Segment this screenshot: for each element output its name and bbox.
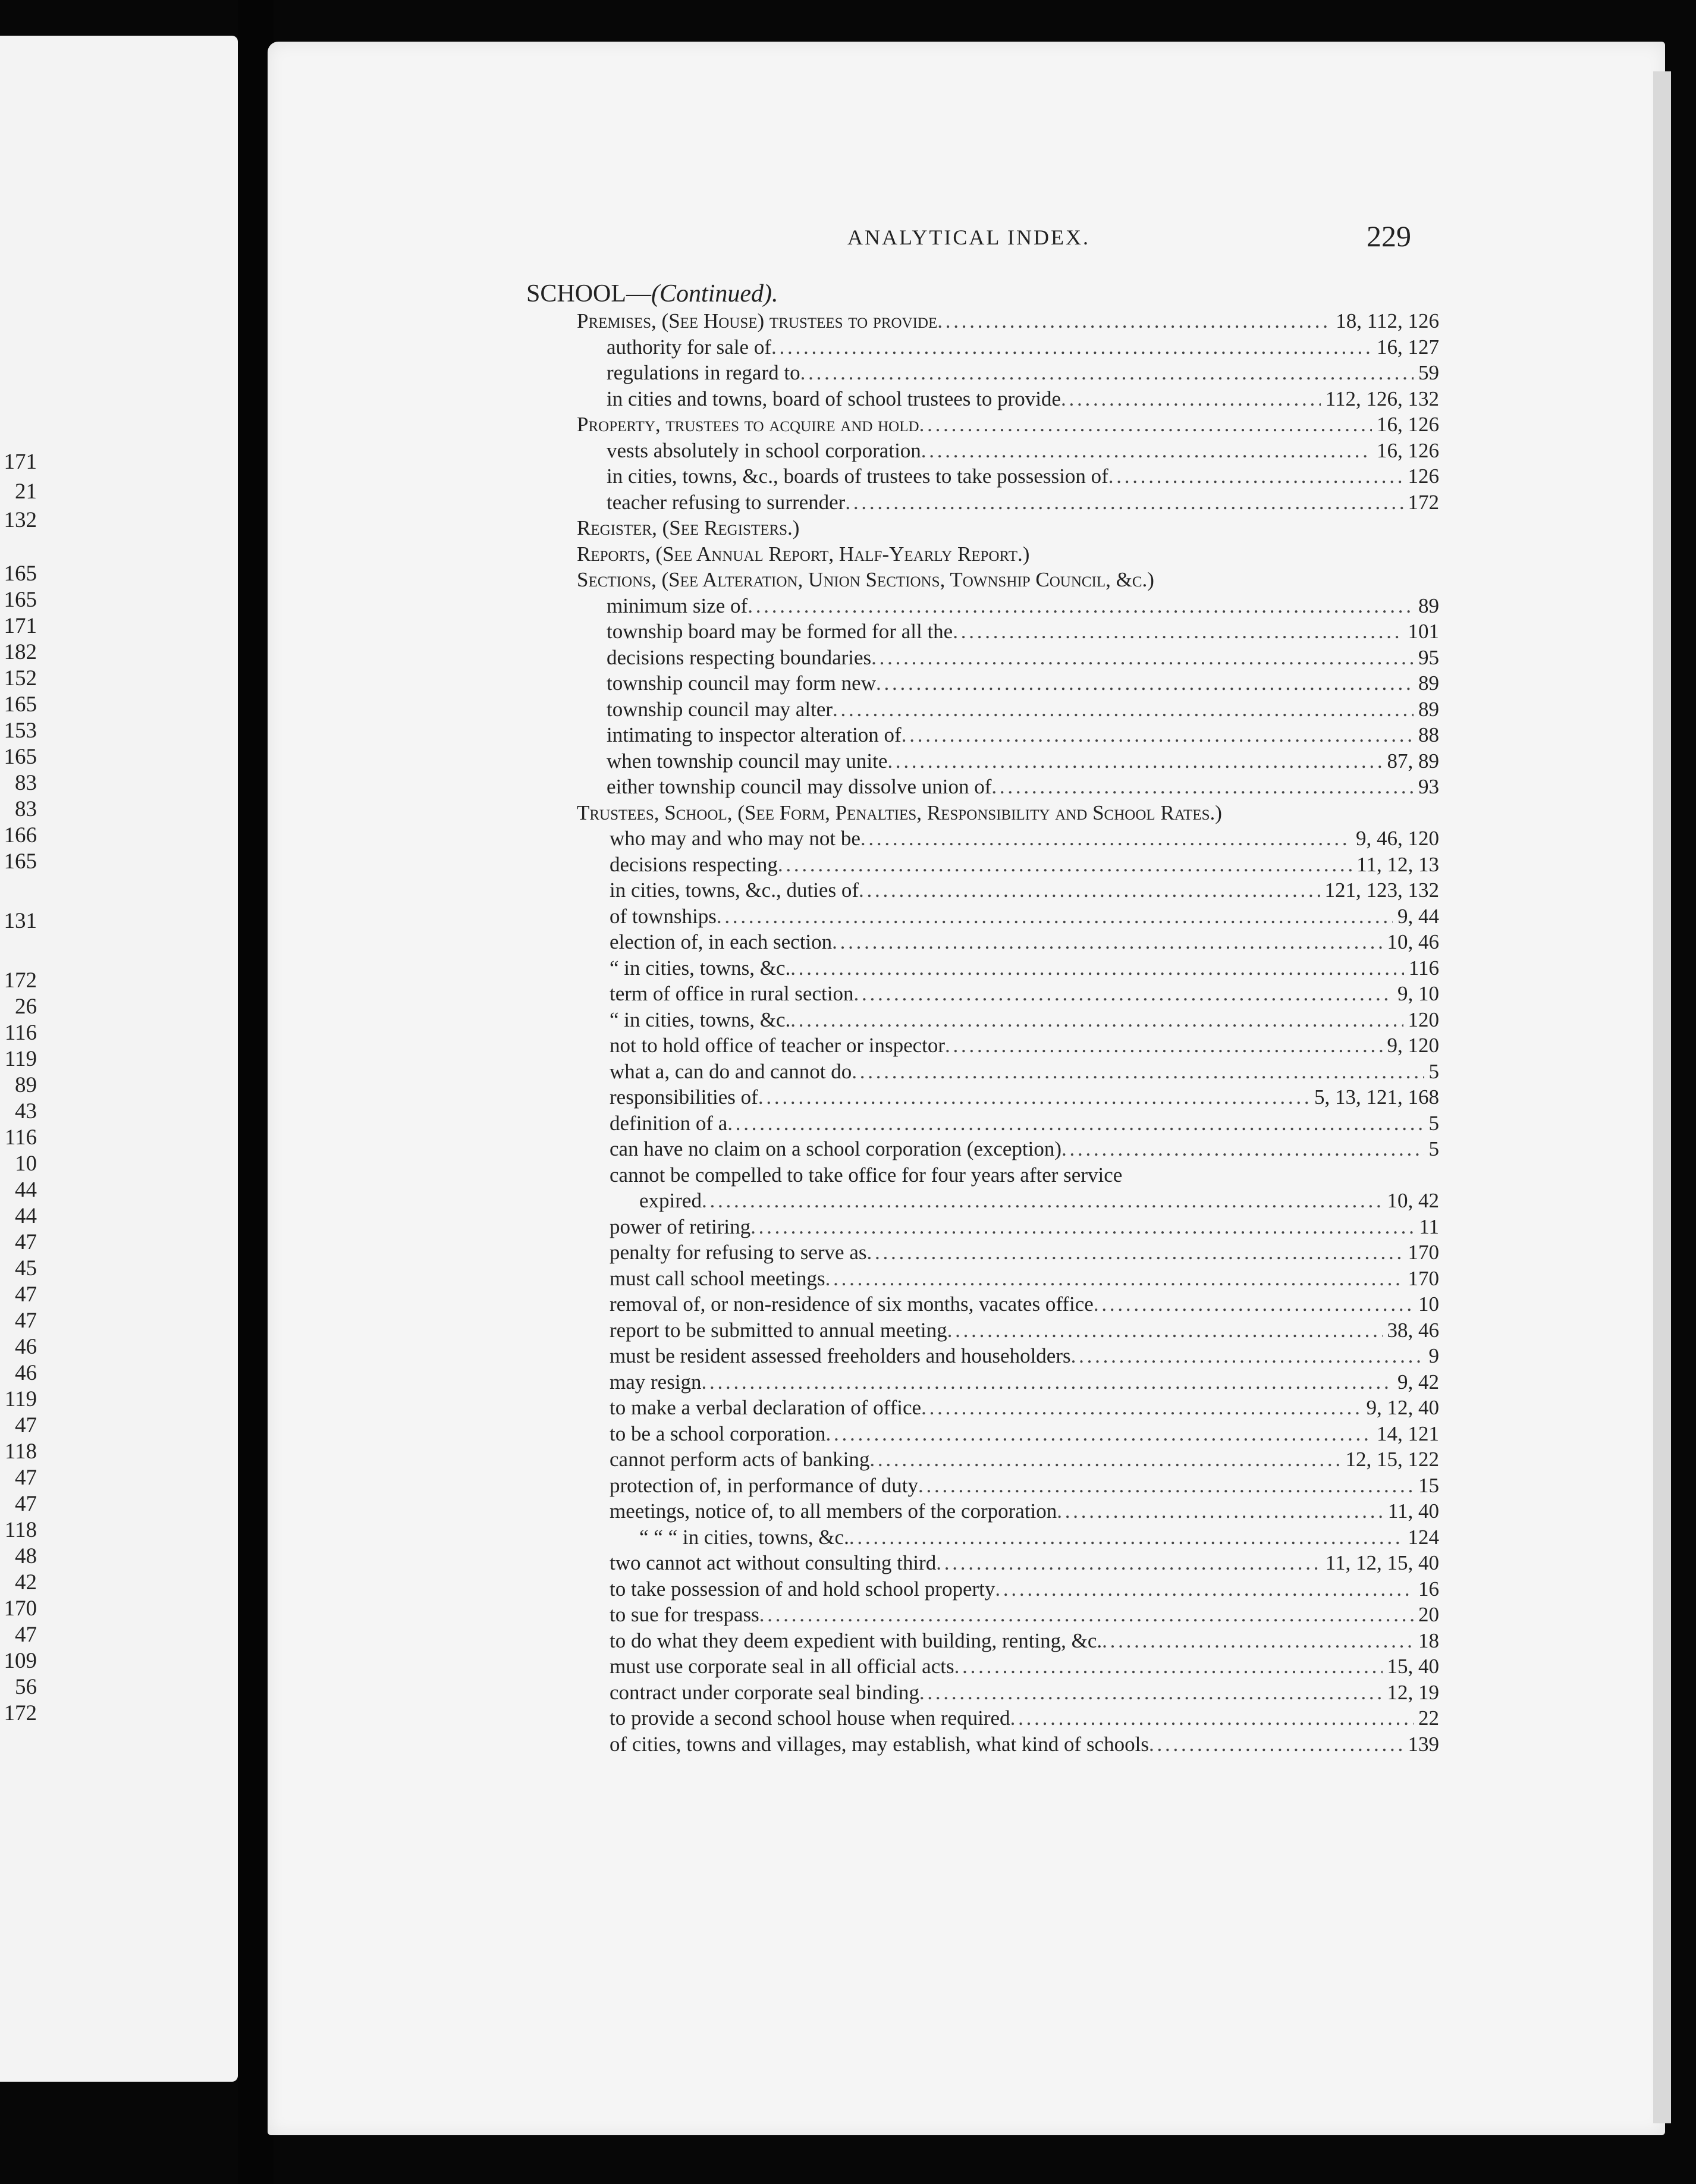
index-entry <box>610 1421 1439 1447</box>
entry-text: cannot perform acts of banking <box>610 1448 870 1471</box>
left-page-number: 44 <box>15 1178 37 1202</box>
entry-text: of cities, towns and villages, may establish, what kind of schools <box>610 1732 1149 1756</box>
index-entry <box>610 877 1439 903</box>
page-reference: 16, 126 <box>1377 438 1439 462</box>
section-continued: (Continued). <box>651 280 778 307</box>
page-reference: 126 <box>1408 465 1439 488</box>
entry-text: to provide a second school house when required <box>610 1706 1010 1730</box>
dot-leader <box>771 334 1372 360</box>
index-entry <box>610 1731 1439 1758</box>
left-page-number: 171 <box>4 450 37 474</box>
index-entry <box>610 1498 1439 1524</box>
page-reference: 10, 42 <box>1387 1189 1439 1212</box>
index-entry <box>610 955 1439 981</box>
page-reference: 11 <box>1419 1215 1439 1238</box>
index-entry <box>610 1576 1439 1602</box>
index-entry <box>577 541 1439 567</box>
index-entry <box>610 1369 1439 1395</box>
entry-text: Sections, (See Alteration, Union Sections, Township Council, &c.) <box>577 568 1154 591</box>
index-entry <box>610 826 1439 852</box>
left-page-number: 47 <box>15 1492 37 1516</box>
page-reference: 16, 126 <box>1377 413 1439 436</box>
dot-leader <box>869 1446 1340 1473</box>
page-reference: 16, 127 <box>1377 335 1439 359</box>
entry-text: in cities and towns, board of school trustees to provide <box>607 387 1061 410</box>
page-reference: 9, 10 <box>1397 982 1439 1005</box>
entry-text: election of, in each section <box>610 930 833 953</box>
entry-text: township council may alter <box>607 697 833 721</box>
index-entry <box>607 619 1439 645</box>
page-reference: 12, 19 <box>1387 1680 1439 1704</box>
dot-leader <box>826 1421 1372 1447</box>
left-page-number: 109 <box>4 1649 37 1673</box>
index-entry <box>607 593 1439 619</box>
dot-leader <box>867 1240 1403 1266</box>
index-entry <box>610 1059 1439 1085</box>
left-page-number: 44 <box>15 1204 37 1228</box>
dot-leader <box>947 1317 1383 1344</box>
dot-leader <box>702 1369 1393 1395</box>
left-page-number: 119 <box>4 1047 37 1071</box>
dot-leader <box>845 489 1403 516</box>
entry-text: in cities, towns, &c., duties of <box>610 878 859 902</box>
entry-text: township council may form new <box>607 671 876 695</box>
entry-text: decisions respecting <box>610 852 778 876</box>
page-reference: 16 <box>1418 1577 1439 1601</box>
dot-leader <box>918 1473 1414 1499</box>
index-entry <box>610 1628 1439 1654</box>
left-page-number: 166 <box>4 823 37 848</box>
page-reference: 9, 42 <box>1397 1370 1439 1394</box>
index-entry <box>610 1162 1439 1188</box>
page-reference: 9, 12, 40 <box>1366 1396 1439 1419</box>
entry-text: definition of a <box>610 1111 728 1135</box>
dot-leader <box>921 438 1372 464</box>
entry-text: “ in cities, towns, &c. <box>610 956 791 980</box>
entry-text: to make a verbal declaration of office <box>610 1396 922 1419</box>
entry-text: contract under corporate seal binding <box>610 1680 919 1704</box>
index-entry <box>607 463 1439 489</box>
section-heading <box>526 280 778 308</box>
dot-leader <box>759 1602 1414 1628</box>
dot-leader <box>825 1266 1403 1292</box>
page-reference: 89 <box>1418 594 1439 617</box>
entry-text: expired <box>639 1189 702 1212</box>
dot-leader <box>936 1550 1321 1576</box>
entry-text: meetings, notice of, to all members of the corporation <box>610 1499 1057 1523</box>
page-reference: 9 <box>1428 1344 1439 1367</box>
entry-text: Reports, (See Annual Report, Half-Yearly Report.) <box>577 542 1030 566</box>
entry-text: teacher refusing to surrender <box>607 490 846 514</box>
index-entry <box>639 1188 1439 1214</box>
left-page-number: 46 <box>15 1335 37 1359</box>
dot-leader <box>727 1110 1424 1137</box>
dot-leader <box>945 1033 1382 1059</box>
dot-leader <box>1071 1343 1424 1369</box>
left-page-number: 116 <box>4 1021 37 1045</box>
index-entry <box>610 1214 1439 1240</box>
page-reference: 9, 120 <box>1387 1034 1439 1057</box>
dot-leader <box>790 955 1404 981</box>
index-entry <box>610 1602 1439 1628</box>
entry-text: vests absolutely in school corporation <box>607 438 921 462</box>
left-page-number: 83 <box>15 771 37 795</box>
left-page-number: 42 <box>15 1570 37 1595</box>
page-reference: 5, 13, 121, 168 <box>1314 1085 1439 1109</box>
entry-text: penalty for refusing to serve as <box>610 1241 867 1264</box>
entry-text: report to be submitted to annual meeting <box>610 1318 947 1342</box>
left-page-number: 172 <box>4 968 37 993</box>
dot-leader <box>853 981 1393 1007</box>
index-entry <box>577 800 1439 826</box>
left-page-number: 48 <box>15 1544 37 1568</box>
left-page-number: 165 <box>4 588 37 612</box>
page-reference: 20 <box>1418 1603 1439 1626</box>
dot-leader <box>1108 463 1403 489</box>
index-entry <box>577 515 1439 541</box>
page-reference: 170 <box>1408 1241 1439 1264</box>
page-reference: 22 <box>1418 1706 1439 1730</box>
page-reference: 38, 46 <box>1387 1318 1439 1342</box>
entry-text: regulations in regard to <box>607 361 800 384</box>
index-entry <box>610 1705 1439 1731</box>
left-page-number: 47 <box>15 1413 37 1438</box>
running-header: ANALYTICAL INDEX. <box>847 225 1090 249</box>
entry-text: removal of, or non-residence of six months, vacates office <box>610 1292 1094 1316</box>
page-reference: 10, 46 <box>1387 930 1439 953</box>
left-page-number: 47 <box>15 1466 37 1490</box>
entry-text: either township council may dissolve union of <box>607 775 992 798</box>
page-reference: 15 <box>1418 1473 1439 1497</box>
index-entry <box>607 438 1439 464</box>
dot-leader <box>778 852 1352 878</box>
dot-leader <box>717 903 1393 930</box>
page-reference: 89 <box>1418 671 1439 695</box>
dot-leader <box>860 826 1351 852</box>
left-page-number: 153 <box>4 718 37 743</box>
dot-leader <box>750 1214 1414 1240</box>
index-entry <box>610 1473 1439 1499</box>
section-heading-text: SCHOOL— <box>526 280 652 307</box>
entry-text: must call school meetings <box>610 1266 825 1290</box>
dot-leader <box>954 1653 1383 1680</box>
index-entry <box>610 1110 1439 1137</box>
dot-leader <box>1094 1291 1414 1317</box>
entry-text: township board may be formed for all the <box>607 620 953 643</box>
dot-leader <box>1057 1498 1383 1524</box>
dot-leader <box>1010 1705 1414 1731</box>
index-entry <box>610 1550 1439 1576</box>
index-entry <box>610 1653 1439 1680</box>
entry-text: in cities, towns, &c., boards of trustees to take possession of <box>607 465 1108 488</box>
entry-text: can have no claim on a school corporation (exception) <box>610 1137 1061 1160</box>
entry-text: cannot be compelled to take office for four years after service <box>610 1163 1123 1187</box>
index-entry <box>607 360 1439 386</box>
index-entry <box>607 386 1439 412</box>
page-reference: 95 <box>1418 645 1439 669</box>
left-page-number: 26 <box>15 994 37 1019</box>
index-entry <box>610 1266 1439 1292</box>
dot-leader <box>758 1084 1309 1110</box>
page-reference: 10 <box>1418 1292 1439 1316</box>
entry-text: what a, can do and cannot do <box>610 1059 852 1083</box>
index-entry <box>577 567 1439 593</box>
page-reference: 87, 89 <box>1387 749 1439 773</box>
page-reference: 9, 46, 120 <box>1356 827 1439 850</box>
left-page-number: 118 <box>4 1518 37 1542</box>
index-entry <box>610 1395 1439 1421</box>
page-reference: 15, 40 <box>1387 1655 1439 1678</box>
index-entry <box>639 1524 1439 1551</box>
dot-leader <box>1149 1731 1403 1758</box>
left-page-number: 46 <box>15 1361 37 1385</box>
page-reference: 120 <box>1408 1008 1439 1031</box>
index-entry <box>610 1291 1439 1317</box>
page-reference: 5 <box>1428 1111 1439 1135</box>
entry-text: “ “ “ in cities, towns, &c. <box>639 1525 849 1549</box>
page-reference: 18 <box>1418 1628 1439 1652</box>
entry-text: two cannot act without consulting third <box>610 1551 937 1574</box>
index-entry <box>607 722 1439 748</box>
left-page-number: 10 <box>15 1151 37 1176</box>
page-reference: 172 <box>1408 490 1439 514</box>
page-reference: 11, 12, 13 <box>1356 852 1439 876</box>
page-reference: 11, 40 <box>1387 1499 1439 1523</box>
left-page-number: 83 <box>15 797 37 821</box>
dot-leader <box>852 1059 1424 1085</box>
page-reference: 14, 121 <box>1377 1422 1439 1445</box>
left-page-number: 119 <box>4 1387 37 1411</box>
index-entry <box>607 645 1439 671</box>
dot-leader <box>991 774 1414 800</box>
page-reference: 59 <box>1418 361 1439 384</box>
left-page-number: 132 <box>4 508 37 532</box>
left-page-number: 116 <box>4 1125 37 1150</box>
index-entry <box>610 1007 1439 1033</box>
left-page-number: 118 <box>4 1439 37 1464</box>
entry-text: who may and who may not be <box>610 827 860 850</box>
index-entry <box>607 670 1439 696</box>
entry-text: may resign <box>610 1370 702 1394</box>
left-page-number: 165 <box>4 745 37 769</box>
page-reference: 93 <box>1418 775 1439 798</box>
entry-text: protection of, in performance of duty <box>610 1473 918 1497</box>
entry-text: power of retiring <box>610 1215 751 1238</box>
dot-leader <box>876 670 1414 696</box>
entry-text: authority for sale of <box>607 335 771 359</box>
index-entry <box>610 1446 1439 1473</box>
index-entry <box>607 696 1439 723</box>
entry-text: term of office in rural section <box>610 982 854 1005</box>
dot-leader <box>702 1188 1383 1214</box>
entry-text: responsibilities of <box>610 1085 758 1109</box>
dot-leader <box>748 593 1414 619</box>
page-reference: 139 <box>1408 1732 1439 1756</box>
left-page-number: 170 <box>4 1596 37 1621</box>
dot-leader <box>953 619 1403 645</box>
dot-leader <box>921 1395 1361 1421</box>
page-reference: 88 <box>1418 723 1439 746</box>
dot-leader <box>849 1524 1403 1551</box>
dot-leader <box>902 722 1414 748</box>
page-reference: 101 <box>1408 620 1439 643</box>
left-page-number: 47 <box>15 1623 37 1647</box>
index-entry <box>607 748 1439 774</box>
dot-leader <box>919 412 1372 438</box>
page-reference: 121, 123, 132 <box>1324 878 1439 902</box>
entry-text: to sue for trespass <box>610 1603 759 1626</box>
page-reference: 5 <box>1428 1059 1439 1083</box>
dot-leader <box>919 1680 1383 1706</box>
left-page-number: 47 <box>15 1282 37 1307</box>
index-entry <box>607 774 1439 800</box>
entry-text: to be a school corporation <box>610 1422 826 1445</box>
entry-text: intimating to inspector alteration of <box>607 723 902 746</box>
left-page-number: 165 <box>4 849 37 874</box>
left-page-number: 165 <box>4 692 37 717</box>
dot-leader <box>832 929 1382 955</box>
entry-text: to take possession of and hold school property <box>610 1577 995 1601</box>
left-page-number: 171 <box>4 614 37 638</box>
page-edge <box>1653 71 1671 2123</box>
left-page-number: 47 <box>15 1308 37 1333</box>
entry-text: Register, (See Registers.) <box>577 516 800 539</box>
dot-leader <box>1061 386 1321 412</box>
dot-leader <box>995 1576 1414 1602</box>
left-page-number: 182 <box>4 640 37 664</box>
entry-text: minimum size of <box>607 594 748 617</box>
page-reference: 5 <box>1428 1137 1439 1160</box>
entry-text: of townships <box>610 904 717 928</box>
index-entry <box>610 1084 1439 1110</box>
left-page <box>0 36 238 2082</box>
dot-leader <box>937 308 1331 334</box>
index-entry <box>610 929 1439 955</box>
page-reference: 112, 126, 132 <box>1325 387 1439 410</box>
left-page-number: 131 <box>4 909 37 933</box>
entry-text: Trustees, School, (See Form, Penalties, Responsibility and School Rates.) <box>577 801 1222 824</box>
page-reference: 18, 112, 126 <box>1336 309 1439 332</box>
entry-text: to do what they deem expedient with building, renting, &c. <box>610 1628 1103 1652</box>
index-entry <box>610 1343 1439 1369</box>
page-number: 229 <box>1367 219 1411 253</box>
page-reference: 9, 44 <box>1397 904 1439 928</box>
index-entry <box>610 1240 1439 1266</box>
index-entry <box>610 1033 1439 1059</box>
entry-text: when township council may unite <box>607 749 888 773</box>
dot-leader <box>871 645 1414 671</box>
entry-text: decisions respecting boundaries <box>607 645 872 669</box>
dot-leader <box>1102 1628 1414 1654</box>
index-entry <box>610 1680 1439 1706</box>
index-entry <box>610 1317 1439 1344</box>
index-entry <box>610 1136 1439 1162</box>
dot-leader <box>790 1007 1403 1033</box>
page-reference: 170 <box>1408 1266 1439 1290</box>
dot-leader <box>1061 1136 1424 1162</box>
page-reference: 116 <box>1408 956 1439 980</box>
page-reference: 89 <box>1418 697 1439 721</box>
index-entry <box>610 903 1439 930</box>
left-page-number: 56 <box>15 1675 37 1699</box>
dot-leader <box>833 696 1414 723</box>
left-page-number: 152 <box>4 666 37 691</box>
entry-text: must use corporate seal in all official acts <box>610 1655 954 1678</box>
index-entry <box>610 981 1439 1007</box>
left-page-number: 21 <box>15 479 37 504</box>
dot-leader <box>859 877 1320 903</box>
entry-text: not to hold office of teacher or inspector <box>610 1034 946 1057</box>
page-reference: 11, 12, 15, 40 <box>1325 1551 1439 1574</box>
left-page-number: 172 <box>4 1701 37 1725</box>
left-page-number: 165 <box>4 561 37 586</box>
left-page-number: 47 <box>15 1230 37 1254</box>
dot-leader <box>887 748 1382 774</box>
entry-text: “ in cities, towns, &c. <box>610 1008 791 1031</box>
index-entry <box>577 308 1439 334</box>
entry-text: must be resident assessed freeholders and householders <box>610 1344 1071 1367</box>
index-entry <box>610 852 1439 878</box>
page-reference: 124 <box>1408 1525 1439 1549</box>
page-reference: 12, 15, 122 <box>1345 1448 1439 1471</box>
left-page-number: 45 <box>15 1256 37 1281</box>
index-entry <box>607 334 1439 360</box>
left-page-number: 43 <box>15 1099 37 1124</box>
index-entry <box>607 489 1439 516</box>
entry-text: Property, trustees to acquire and hold <box>577 413 919 436</box>
left-page-number: 89 <box>15 1073 37 1097</box>
entry-text: Premises, (See House) trustees to provide <box>577 309 938 332</box>
dot-leader <box>800 360 1414 386</box>
index-entry <box>577 412 1439 438</box>
